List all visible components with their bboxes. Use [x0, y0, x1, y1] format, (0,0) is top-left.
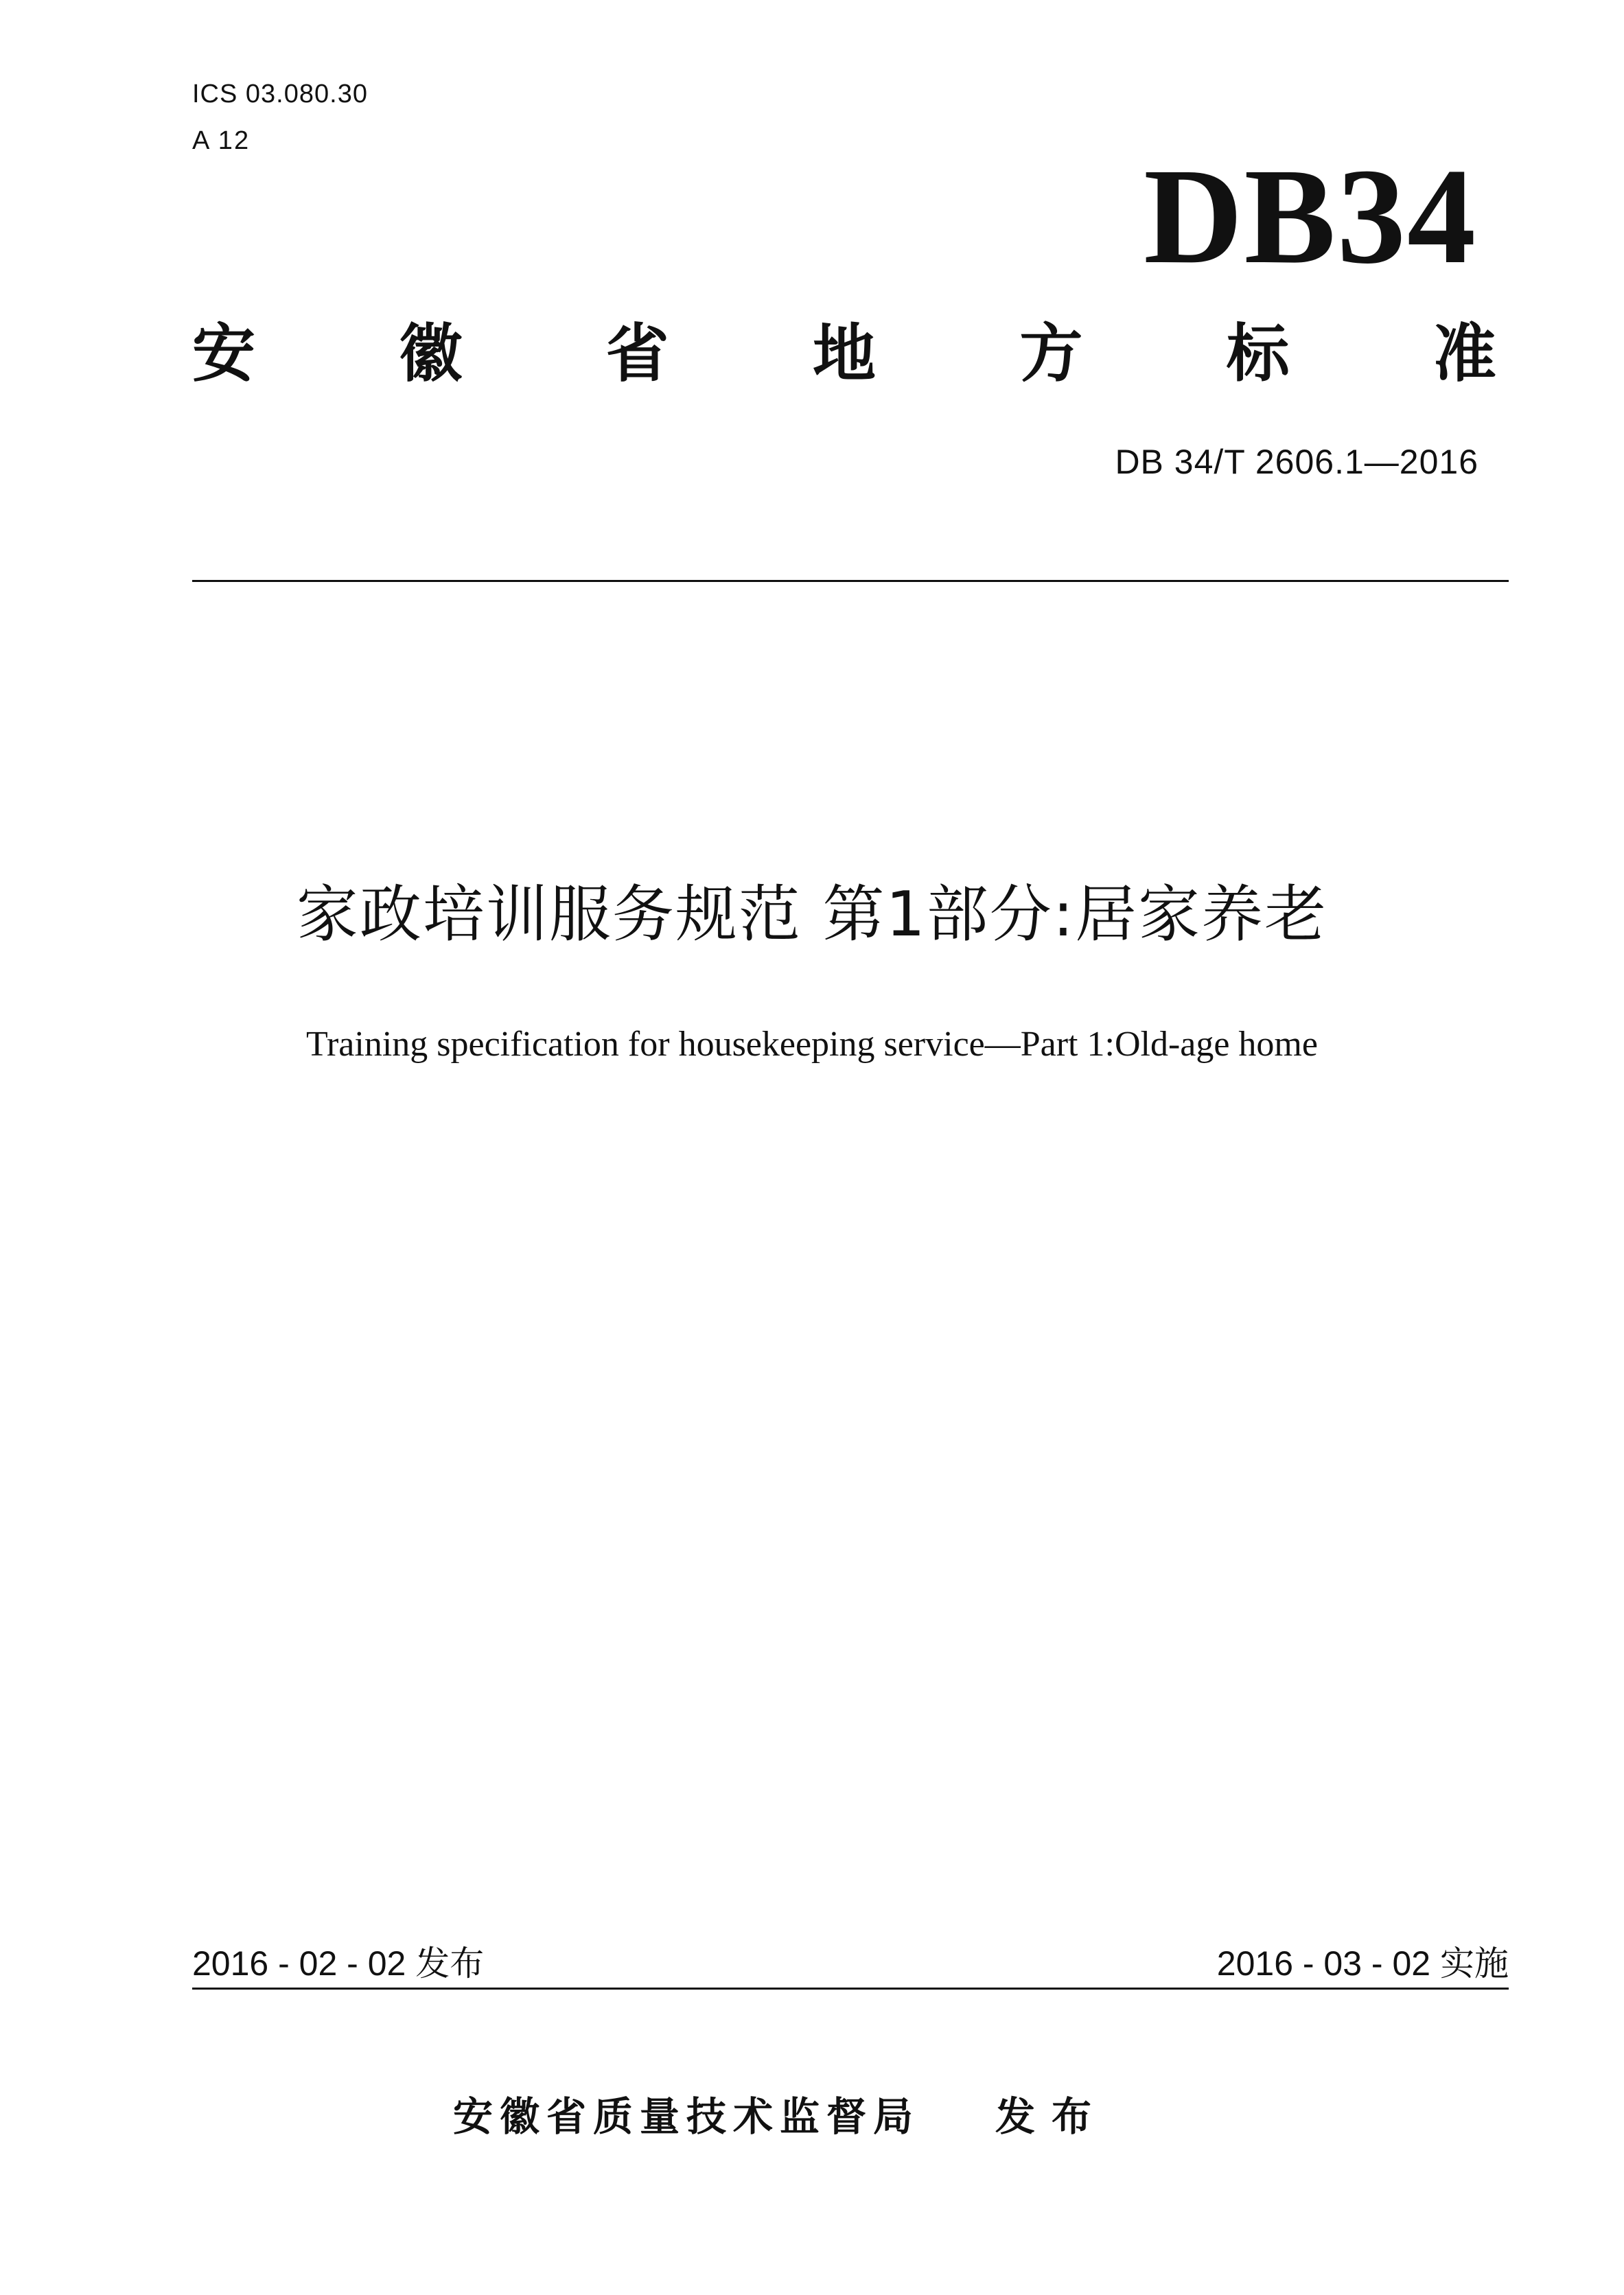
- db-code-logo: DB34: [1144, 141, 1477, 292]
- top-divider: [192, 580, 1509, 582]
- issue-word: 发布: [995, 2093, 1109, 2140]
- bottom-divider: [192, 1988, 1509, 1990]
- classification-code: A 12: [192, 126, 251, 155]
- issuer-line: [453, 2093, 1109, 2140]
- title-chinese: 家政培训服务规范 第1部分:居家养老: [296, 878, 1328, 951]
- standard-type-char: 方: [1019, 317, 1083, 391]
- standard-type-char: 安: [192, 317, 256, 391]
- standard-type-char: 标: [1226, 317, 1290, 391]
- issue-date: 2016 - 02 - 02 发布: [192, 1944, 485, 1983]
- ics-code: ICS 03.080.30: [192, 80, 368, 108]
- standard-type-char: 地: [812, 317, 876, 391]
- standard-type-char: 省: [605, 317, 669, 391]
- title-english: Training specification for housekeeping service—Part 1:Old-age home: [306, 1025, 1318, 1064]
- standard-number: DB 34/T 2606.1—2016: [1115, 443, 1478, 481]
- issuer-name: 安徽省质量技术监督局: [453, 2093, 920, 2140]
- standard-type-heading: [192, 317, 1496, 391]
- standard-type-char: 徽: [399, 317, 463, 391]
- effective-date: 2016 - 03 - 02 实施: [1216, 1944, 1509, 1983]
- standard-type-char: 准: [1432, 317, 1496, 391]
